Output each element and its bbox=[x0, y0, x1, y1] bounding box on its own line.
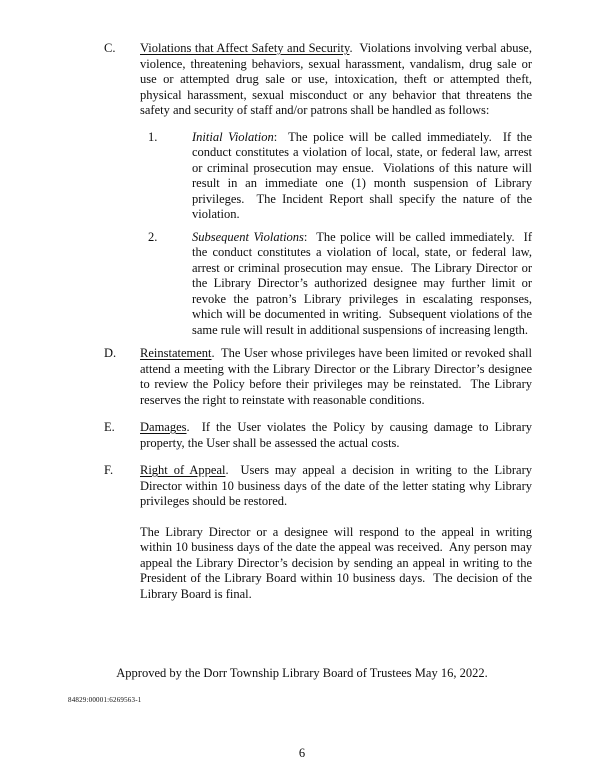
section-f-text: Users may appeal a decision in writing to the Library Director within 10 business days of the date of the letter stating why Library privileges should be restored. bbox=[140, 463, 536, 508]
section-e-body bbox=[140, 420, 536, 451]
section-f-body bbox=[140, 463, 536, 602]
section-e bbox=[104, 420, 536, 451]
policy-text-block bbox=[104, 41, 536, 602]
section-e-label: E. bbox=[104, 420, 115, 434]
section-c-heading: Violations that Affect Safety and Security bbox=[140, 41, 350, 55]
section-f-heading-separator: . bbox=[225, 463, 241, 477]
document-control-number: 84829:00001:6269563-1 bbox=[68, 696, 142, 704]
numbered-item-2-label: 2. bbox=[148, 229, 158, 244]
numbered-item-2-paragraph bbox=[192, 229, 536, 339]
numbered-item-1-paragraph bbox=[192, 129, 536, 223]
section-e-text: If the User violates the Policy by causing damage to Library property, the User shall be assessed the actual costs. bbox=[140, 420, 536, 450]
section-d-body bbox=[140, 346, 536, 408]
numbered-item-2 bbox=[140, 229, 536, 339]
approval-line: Approved by the Dorr Township Library Board of Trustees May 16, 2022. bbox=[116, 666, 488, 680]
section-d-text: The User whose privileges have been limited or revoked shall attend a meeting with the Library Director or the Library Director’s designee to review the Policy before their privileges may be reinstated. The Library reserves the right to reinstate with reasonable conditions. bbox=[140, 346, 536, 407]
section-d-heading-separator: . bbox=[211, 346, 222, 360]
section-c bbox=[104, 41, 536, 338]
section-c-label: C. bbox=[104, 41, 116, 55]
numbered-item-1-heading-separator: : bbox=[273, 129, 289, 144]
section-d-heading: Reinstatement bbox=[140, 346, 212, 360]
numbered-item-1-text: The police will be called immediately. If the conduct constitutes a violation of local, state, or federal law, arrest or criminal prosecution may ensue. Violations of this nature will result in an immediate one (1) month suspension of Library privileges. The Incident Report shall specify the nature of the violation. bbox=[192, 129, 536, 221]
numbered-item-2-heading: Subsequent Violations bbox=[192, 229, 304, 244]
section-c-text: Violations involving verbal abuse, violence, threatening behaviors, sexual harassment, vandalism, drug sale or use or attempted drug sale or use, intoxication, theft or attempted theft, physical harassment, sexual misconduct or any behavior that threatens the safety and security of staff and/or patrons shall be handled as follows: bbox=[140, 41, 536, 117]
section-c-body bbox=[140, 41, 536, 338]
section-f-heading: Right of Appeal bbox=[140, 463, 226, 477]
section-e-heading: Damages bbox=[140, 420, 187, 434]
section-f-continuation-paragraph: The Library Director or a designee will respond to the appeal in writing within 10 business days of the date the appeal was received. Any person may appeal the Library Director’s decision by sending an appeal in writing to the President of the Library Board within 10 business days. The decision of the Library Board is final. bbox=[140, 524, 536, 601]
numbered-item-2-heading-separator: : bbox=[303, 229, 317, 244]
numbered-item-2-text: The police will be called immediately. If the conduct constitutes a violation of local, state, or federal law, arrest or criminal prosecution may ensue. The Library Director or the Library Director’s authorized designee may further limit or revoke the patron’s Library privileges in escalating responses, which will be documented in writing. Subsequent violations of the same rule will result in additional suspensions of increasing length. bbox=[192, 229, 536, 337]
page-number: 6 bbox=[298, 746, 306, 760]
section-f-paragraph bbox=[140, 463, 536, 510]
section-e-heading-separator: . bbox=[186, 420, 202, 434]
section-d bbox=[104, 346, 536, 408]
numbered-item-1-label: 1. bbox=[148, 129, 158, 144]
section-e-paragraph bbox=[140, 420, 536, 451]
numbered-item-1 bbox=[140, 129, 536, 223]
section-d-paragraph bbox=[140, 346, 536, 408]
section-d-label: D. bbox=[104, 346, 117, 360]
numbered-item-1-heading: Initial Violation bbox=[192, 129, 274, 144]
section-c-heading-separator: . bbox=[349, 41, 360, 55]
section-f bbox=[104, 463, 536, 602]
section-f-label: F. bbox=[104, 463, 114, 477]
section-c-paragraph bbox=[140, 41, 536, 119]
